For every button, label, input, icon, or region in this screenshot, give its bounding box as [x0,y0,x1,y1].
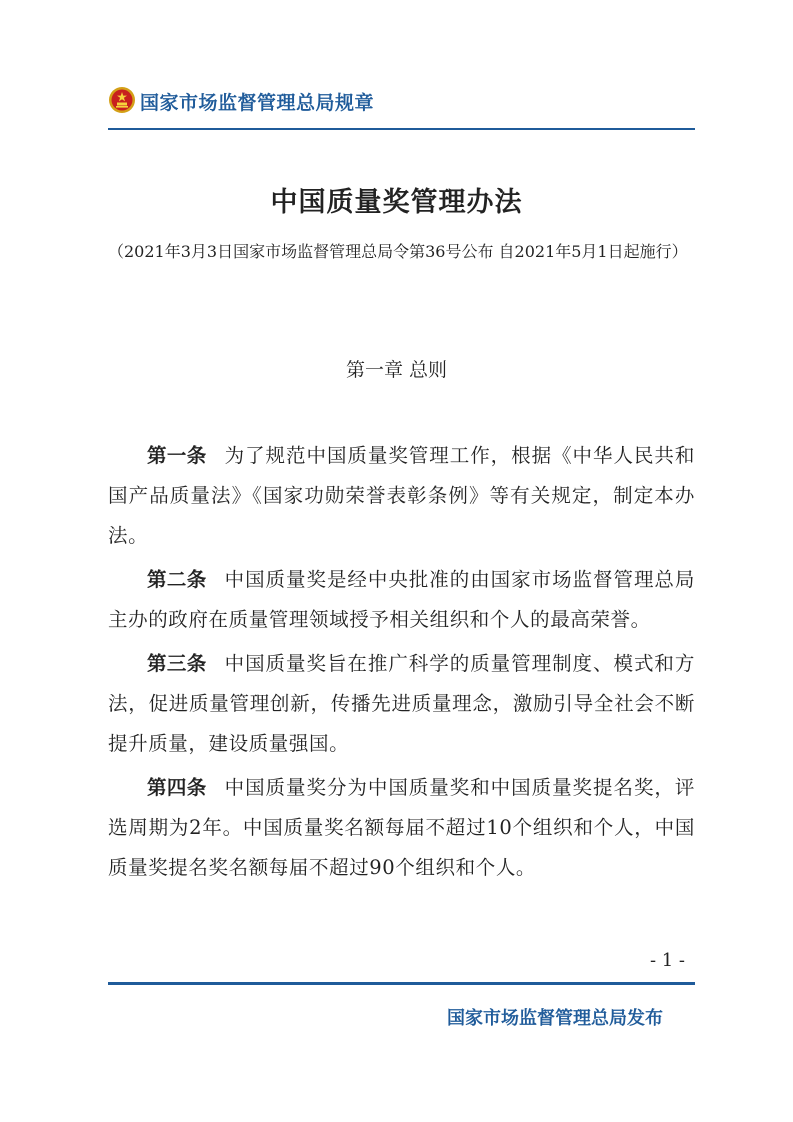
header-title: 国家市场监督管理总局规章 [140,92,375,114]
page-number: - 1 - [649,950,685,971]
article-text: 中国质量奖旨在推广科学的质量管理制度、模式和方法，促进质量管理创新，传播先进质量理念，激励引导全社会不断提升质量，建设质量强国。 [108,652,695,755]
article-label: 第一条 [147,444,207,467]
article-text: 中国质量奖是经中央批准的由国家市场监督管理总局主办的政府在质量管理领域授予相关组织和个人的最高荣誉。 [108,568,695,631]
article-label: 第三条 [147,652,207,675]
document-subtitle: （2021年3月3日国家市场监督管理总局令第36号公布 自2021年5月1日起施行） [108,242,688,261]
page-header [108,86,695,130]
article-text: 中国质量奖分为中国质量奖和中国质量奖提名奖，评选周期为2年。中国质量奖名额每届不超过10个组织和个人，中国质量奖提名奖名额每届不超过90个组织和个人。 [108,776,695,879]
article-label: 第二条 [147,568,207,591]
national-emblem-icon [108,86,136,114]
header-divider [108,128,695,130]
article-label: 第四条 [147,776,207,799]
document-body [108,436,695,892]
article-4 [108,768,695,888]
footer-publisher: 国家市场监督管理总局发布 [447,1008,663,1029]
document-title: 中国质量奖管理办法 [270,187,523,218]
footer-divider [108,982,695,985]
chapter-heading: 第一章 总则 [345,359,448,381]
article-1 [108,436,695,556]
article-3 [108,644,695,764]
article-2 [108,560,695,640]
article-text: 为了规范中国质量奖管理工作，根据《中华人民共和国产品质量法》《国家功勋荣誉表彰条例》等有关规定，制定本办法。 [108,444,695,547]
